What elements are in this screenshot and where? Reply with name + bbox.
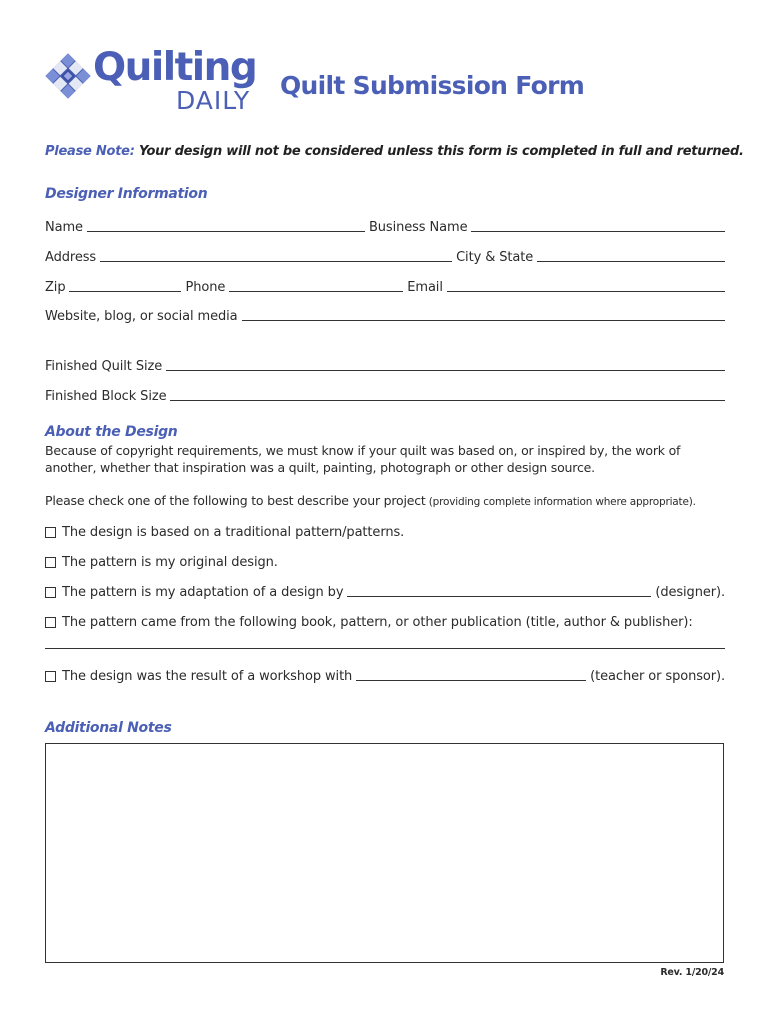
note-prefix: Please Note: bbox=[45, 144, 135, 159]
zip-row bbox=[45, 276, 725, 294]
zip-field[interactable] bbox=[69, 291, 181, 292]
business-name-field[interactable] bbox=[471, 231, 725, 232]
please-note bbox=[45, 144, 744, 159]
instruction-note: (providing complete information where appropriate). bbox=[425, 496, 696, 508]
option-adaptation bbox=[45, 581, 725, 599]
revision-date: Rev. 1/20/24 bbox=[660, 967, 724, 978]
option-publication bbox=[45, 611, 725, 629]
quilt-size-field[interactable] bbox=[166, 370, 725, 371]
city-state-field[interactable] bbox=[537, 261, 725, 262]
quilt-block-logo-icon bbox=[44, 52, 92, 100]
website-label: Website, blog, or social media bbox=[45, 309, 238, 324]
address-row bbox=[45, 246, 725, 264]
zip-label: Zip bbox=[45, 280, 66, 295]
traditional-label: The design is based on a traditional pattern/patterns. bbox=[62, 525, 405, 540]
workshop-label: The design was the result of a workshop with bbox=[62, 669, 353, 684]
email-field[interactable] bbox=[447, 291, 725, 292]
additional-notes-box[interactable] bbox=[45, 743, 724, 963]
city-state-label: City & State bbox=[456, 250, 534, 265]
option-original bbox=[45, 551, 725, 569]
logo-subtitle: DAILY bbox=[176, 86, 251, 115]
traditional-checkbox[interactable] bbox=[45, 527, 56, 538]
address-label: Address bbox=[45, 250, 97, 265]
adaptation-label: The pattern is my adaptation of a design by bbox=[62, 585, 344, 600]
quilt-size-label: Finished Quilt Size bbox=[45, 359, 163, 374]
adaptation-designer-field[interactable] bbox=[347, 596, 651, 597]
name-row bbox=[45, 216, 725, 234]
quilt-size-row bbox=[45, 355, 725, 373]
name-field[interactable] bbox=[87, 231, 365, 232]
original-label: The pattern is my original design. bbox=[62, 555, 278, 570]
publication-label: The pattern came from the following book, pattern, or other publication (title, author & publisher): bbox=[62, 615, 693, 630]
quilting-daily-logo bbox=[44, 45, 274, 125]
name-label: Name bbox=[45, 220, 83, 235]
phone-label: Phone bbox=[185, 280, 226, 295]
address-field[interactable] bbox=[100, 261, 452, 262]
note-text: Your design will not be considered unless this form is completed in full and returned. bbox=[134, 144, 744, 159]
workshop-checkbox[interactable] bbox=[45, 671, 56, 682]
workshop-suffix: (teacher or sponsor). bbox=[590, 669, 725, 684]
phone-field[interactable] bbox=[229, 291, 403, 292]
adaptation-checkbox[interactable] bbox=[45, 587, 56, 598]
block-size-row bbox=[45, 385, 725, 403]
logo-wordmark: Quilting bbox=[93, 45, 257, 90]
block-size-field[interactable] bbox=[170, 400, 725, 401]
website-row bbox=[45, 305, 725, 323]
about-design-heading: About the Design bbox=[45, 424, 178, 440]
option-workshop bbox=[45, 665, 725, 683]
instruction-main: Please check one of the following to best describe your project bbox=[45, 493, 426, 508]
publication-checkbox[interactable] bbox=[45, 617, 56, 628]
block-size-label: Finished Block Size bbox=[45, 389, 167, 404]
additional-notes-heading: Additional Notes bbox=[45, 720, 172, 736]
publication-field[interactable] bbox=[45, 648, 725, 649]
website-field[interactable] bbox=[242, 320, 725, 321]
original-checkbox[interactable] bbox=[45, 557, 56, 568]
email-label: Email bbox=[407, 280, 443, 295]
option-traditional bbox=[45, 521, 725, 539]
designer-info-heading: Designer Information bbox=[45, 186, 208, 202]
workshop-teacher-field[interactable] bbox=[356, 680, 586, 681]
form-title: Quilt Submission Form bbox=[280, 71, 585, 100]
business-name-label: Business Name bbox=[368, 220, 468, 235]
instruction-text bbox=[45, 492, 725, 511]
adaptation-suffix: (designer). bbox=[655, 585, 725, 600]
copyright-paragraph: Because of copyright requirements, we must know if your quilt was based on, or inspired by, the work of another, whether that inspiration was a quilt, painting, photograph or other design source. bbox=[45, 443, 681, 475]
